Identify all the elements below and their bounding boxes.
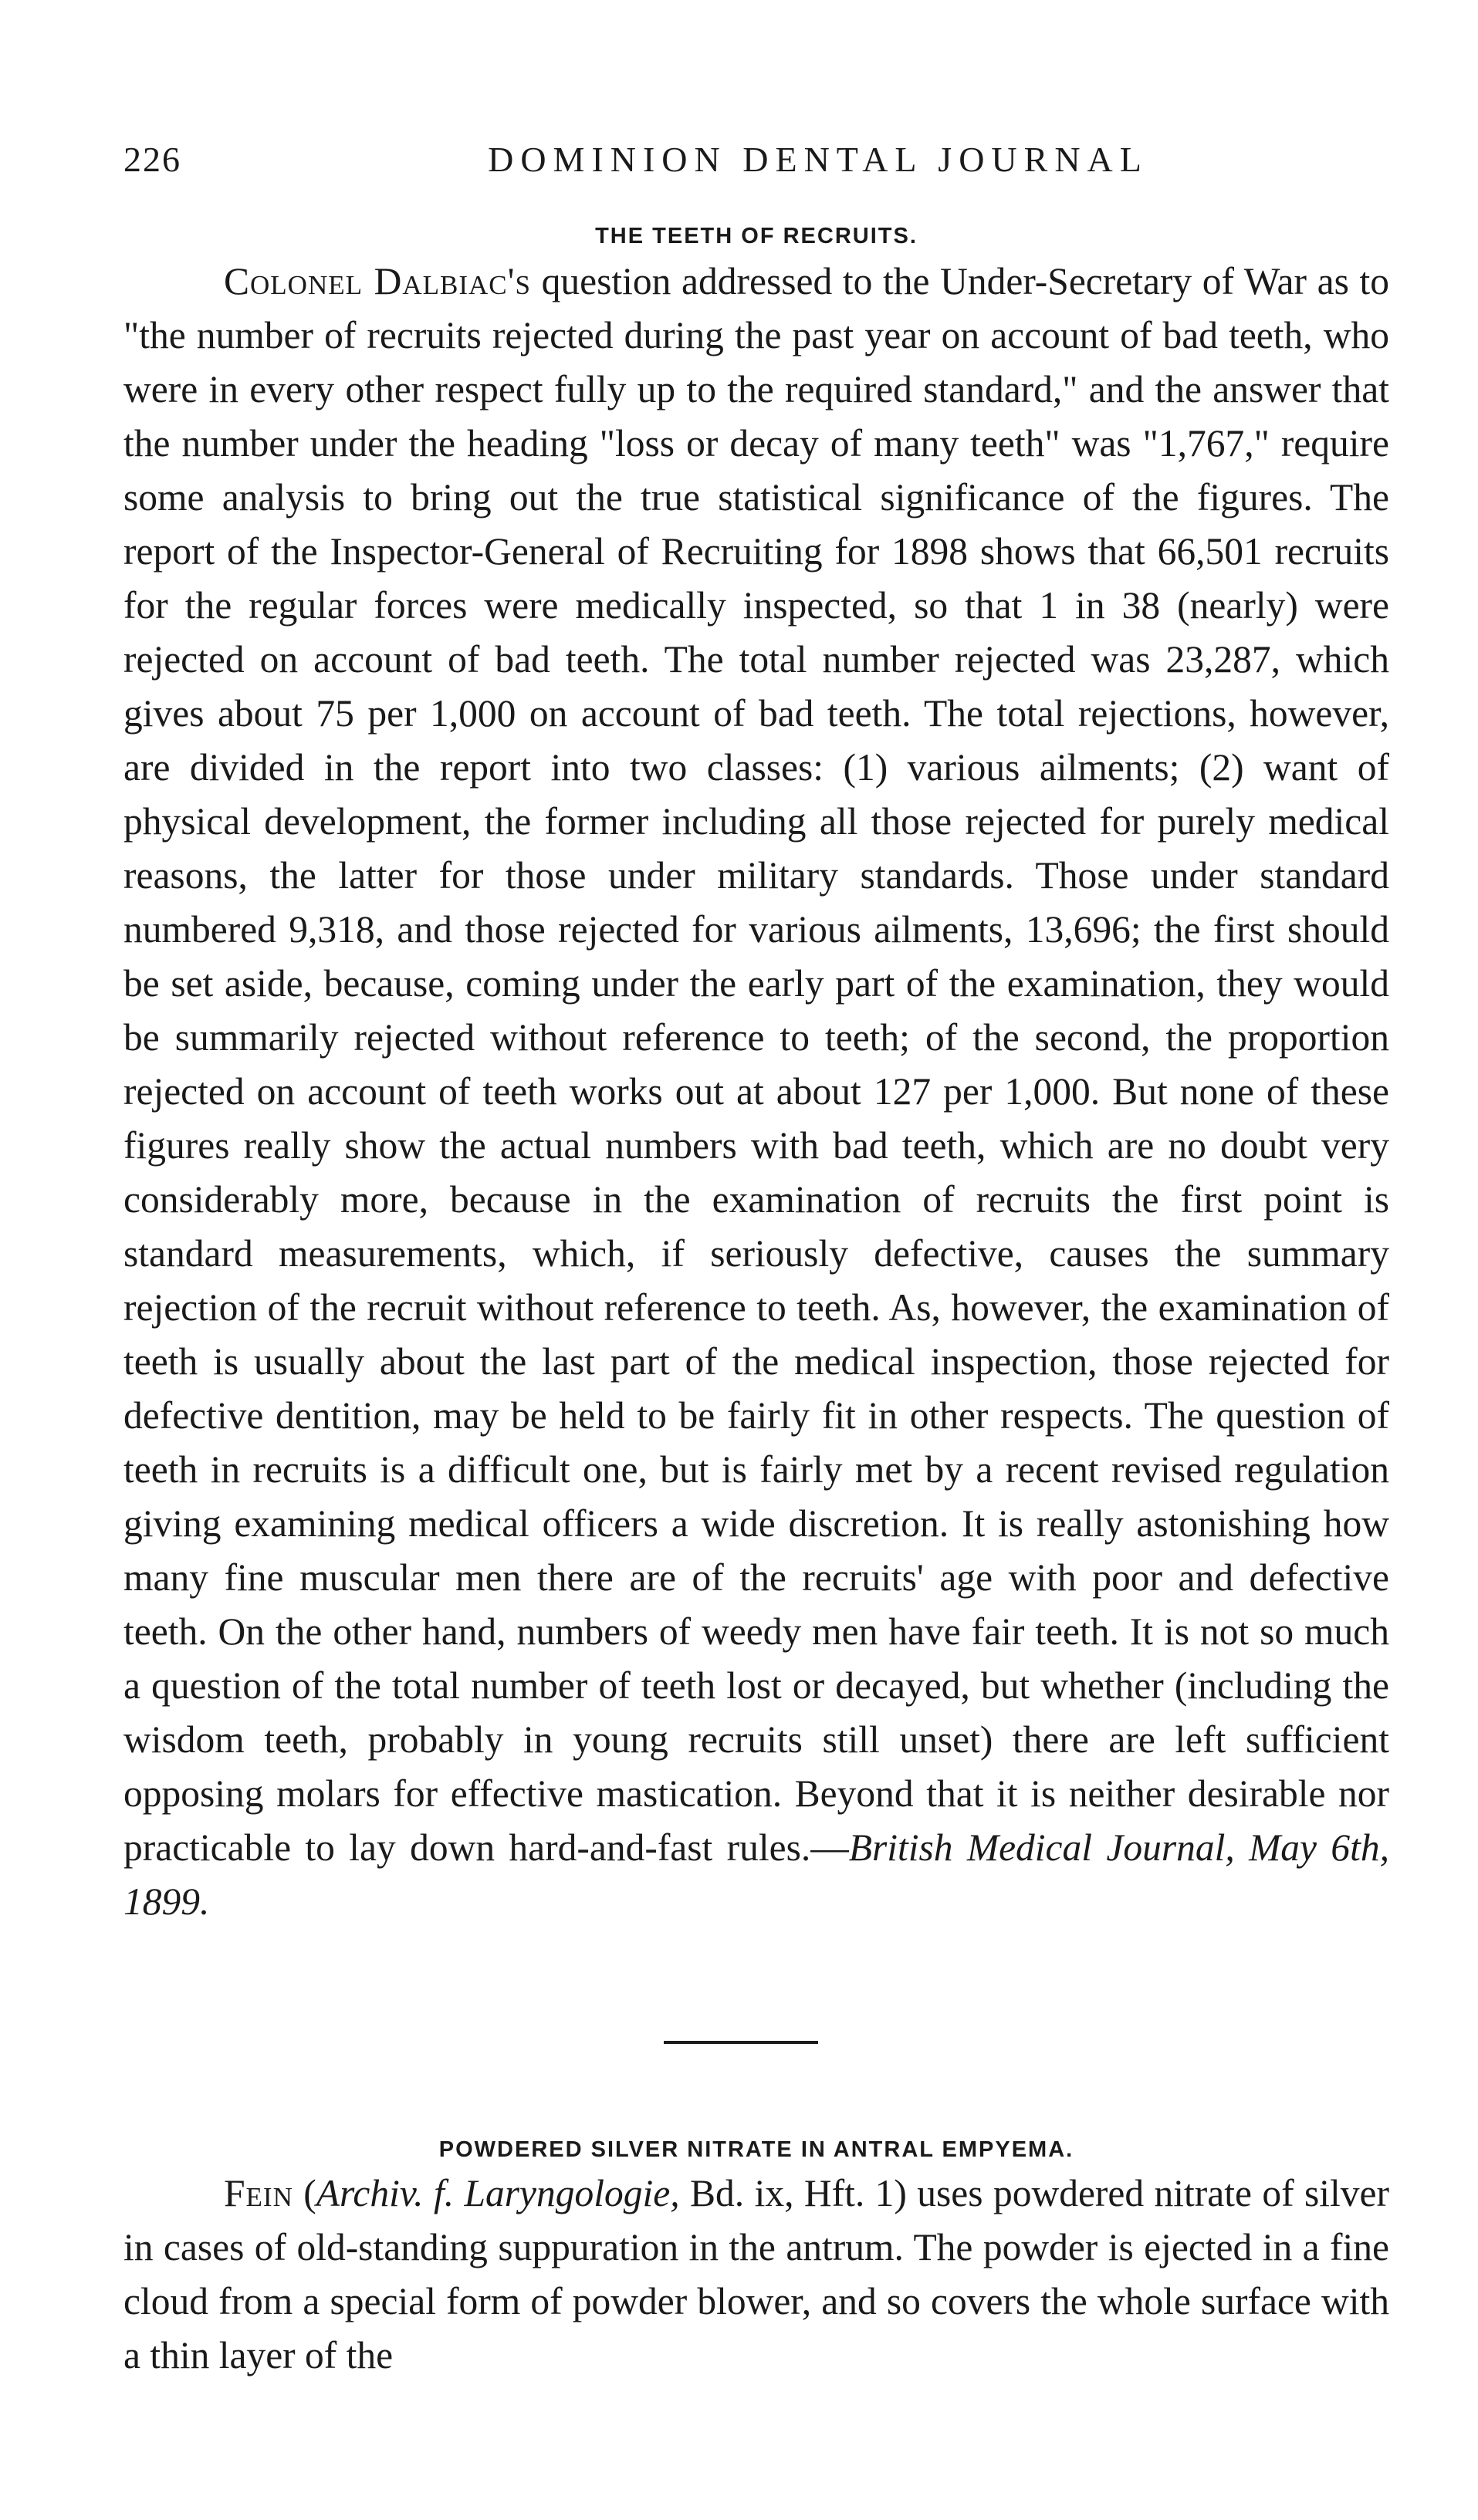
article-text: question addressed to the Under-Secretary of War as to "the number of recruits rejected during the past year on account of bad teeth, who were in every other respect fully up to the required standard," and the answer that the number under the heading "loss or decay of many teeth" was "1,767," require some analysis to bring out the true statistical significance of the figures. The report of the Inspector-General of Recruiting for 1898 shows that 66,501 recruits for the regular forces were medically inspected, so that 1 in 38 (nearly) were rejected on account of bad teeth. The total number rejected was 23,287, which gives about 75 per 1,000 on account of bad teeth. The total rejections, however, are divided in the report into two classes: (1) various ailments; (2) want of physical development, the former including all those rejected for purely medical reasons, the latter for those under military standards. Those under standard numbered 9,318, and those rejected for various ailments, 13,696; the first should be set aside, because, coming under the early part of the examination, they would be summarily rejected without reference to teeth; of the second, the proportion rejected on account of teeth works out at about 127 per 1,000. But none of these figures really show the actual numbers with bad teeth, which are no doubt very considerably more, because in the examination of recruits the first point is standard measurements, which, if seriously defective, causes the summary rejection of the recruit without reference to teeth. As, however, the examination of teeth is usually about the last part of the medical inspection, those rejected for defective dentition, may be held to be fairly fit in other respects. The question of teeth in recruits is a difficult one, but is fairly met by a recent revised regulation giving examining medical officers a wide discretion. It is really astonishing how many fine muscular men there are of the recruits' age with poor and defective teeth. On the other hand, numbers of weedy men have fair teeth. It is not so much a question of the total number of teeth lost or decayed, but whether (including the wisdom teeth, probably in young recruits still unset) there are left sufficient opposing molars for effective mastication. Beyond that it is neither desirable nor practicable to lay down hard-and-fast rules.— [123, 260, 1389, 1869]
article-body [123, 255, 1389, 1929]
page-number: 226 [123, 140, 181, 179]
article-lead-name-2: Fein [224, 2172, 293, 2214]
article-heading-2: POWDERED SILVER NITRATE IN ANTRAL EMPYEMA. [438, 2137, 1074, 2162]
journal-title: DOMINION DENTAL JOURNAL [488, 140, 1148, 179]
article-source: Archiv. f. Laryngologie, [316, 2172, 680, 2214]
running-head [123, 139, 1389, 193]
article-text-2-open: ( [293, 2172, 316, 2214]
article-text-2: Bd. ix, Hft. 1) uses powdered nitrate of silver in cases of old-standing suppuration in the antrum. The powder is ejected in a fine cloud from a special form of powder blower, and so covers the whole surface with a thin layer of the [123, 2172, 1389, 2376]
article-lead-name: Colonel Dalbiac's [224, 260, 532, 302]
article-body-2 [123, 2167, 1389, 2383]
article-heading: THE TEETH OF RECRUITS. [595, 224, 918, 248]
article-citation: British Medical Journal, May 6th, 1899. [123, 1826, 1389, 1923]
section-divider [664, 2041, 818, 2044]
